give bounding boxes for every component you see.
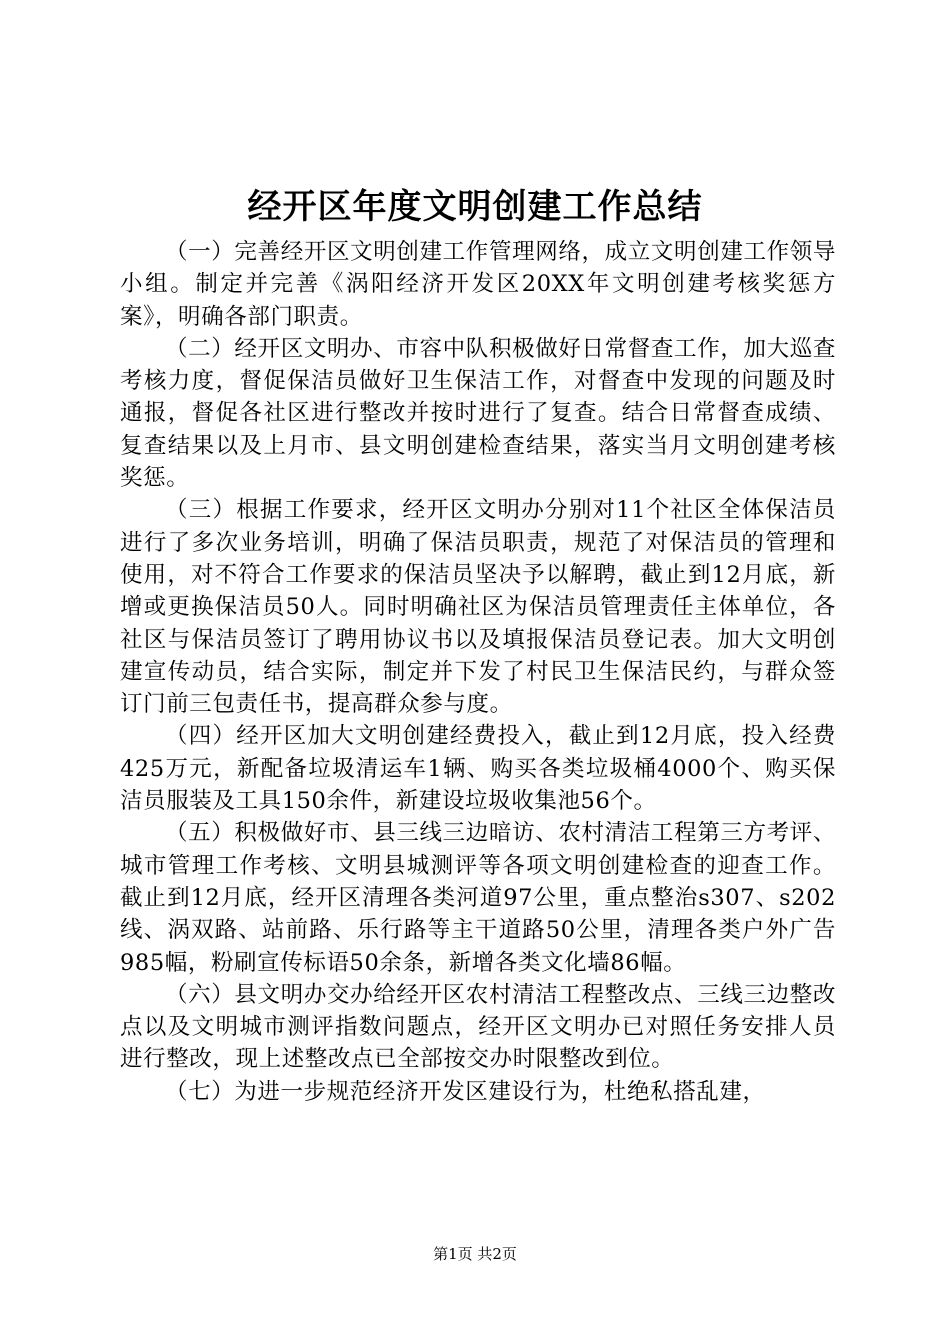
paragraph-1: （一）完善经开区文明创建工作管理网络，成立文明创建工作领导小组。制定并完善《涡阳经济开发区20XX年文明创建考核奖惩方案》，明确各部门职责。 [120,239,836,330]
paragraph-4: （四）经开区加大文明创建经费投入，截止到12月底，投入经费425万元，新配备垃圾清运车1辆、购买各类垃圾桶4000个、购买保洁员服装及工具150余件，新建设垃圾收集池56个。 [120,723,836,815]
document-title: 经开区年度文明创建工作总结 [247,187,703,227]
paragraph-7: （七）为进一步规范经济开发区建设行为，杜绝私搭乱建， [165,1078,766,1105]
paragraph-2: （二）经开区文明办、市容中队积极做好日常督查工作，加大巡查考核力度，督促保洁员做好卫生保洁工作，对督查中发现的问题及时通报，督促各社区进行整改并按时进行了复查。结合日常督查成绩、复查结果以及上月市、县文明创建检查结果，落实当月文明创建考核奖惩。 [120,335,836,492]
page-number-footer: 第1页 共2页 [433,1245,517,1263]
document-body [120,236,836,1108]
paragraph-5: （五）积极做好市、县三线三边暗访、农村清洁工程第三方考评、城市管理工作考核、文明县城测评等各项文明创建检查的迎查工作。截止到12月底，经开区清理各类河道97公里，重点整治s307、s202线、涡双路、站前路、乐行路等主干道路50公里，清理各类户外广告985幅，粉刷宣传标语50余条，新增各类文化墙86幅。 [120,820,836,976]
paragraph-6: （六）县文明办交办给经开区农村清洁工程整改点、三线三边整改点以及文明城市测评指数问题点，经开区文明办已对照任务安排人员进行整改，现上述整改点已全部按交办时限整改到位。 [120,981,836,1073]
paragraph-3: （三）根据工作要求，经开区文明办分别对11个社区全体保洁员进行了多次业务培训，明确了保洁员职责，规范了对保洁员的管理和使用，对不符合工作要求的保洁员坚决予以解聘，截止到12月底，新增或更换保洁员50人。同时明确社区为保洁员管理责任主体单位，各社区与保洁员签订了聘用协议书以及填报保洁员登记表。加大文明创建宣传动员，结合实际，制定并下发了村民卫生保洁民约，与群众签订门前三包责任书，提高群众参与度。 [120,497,836,718]
